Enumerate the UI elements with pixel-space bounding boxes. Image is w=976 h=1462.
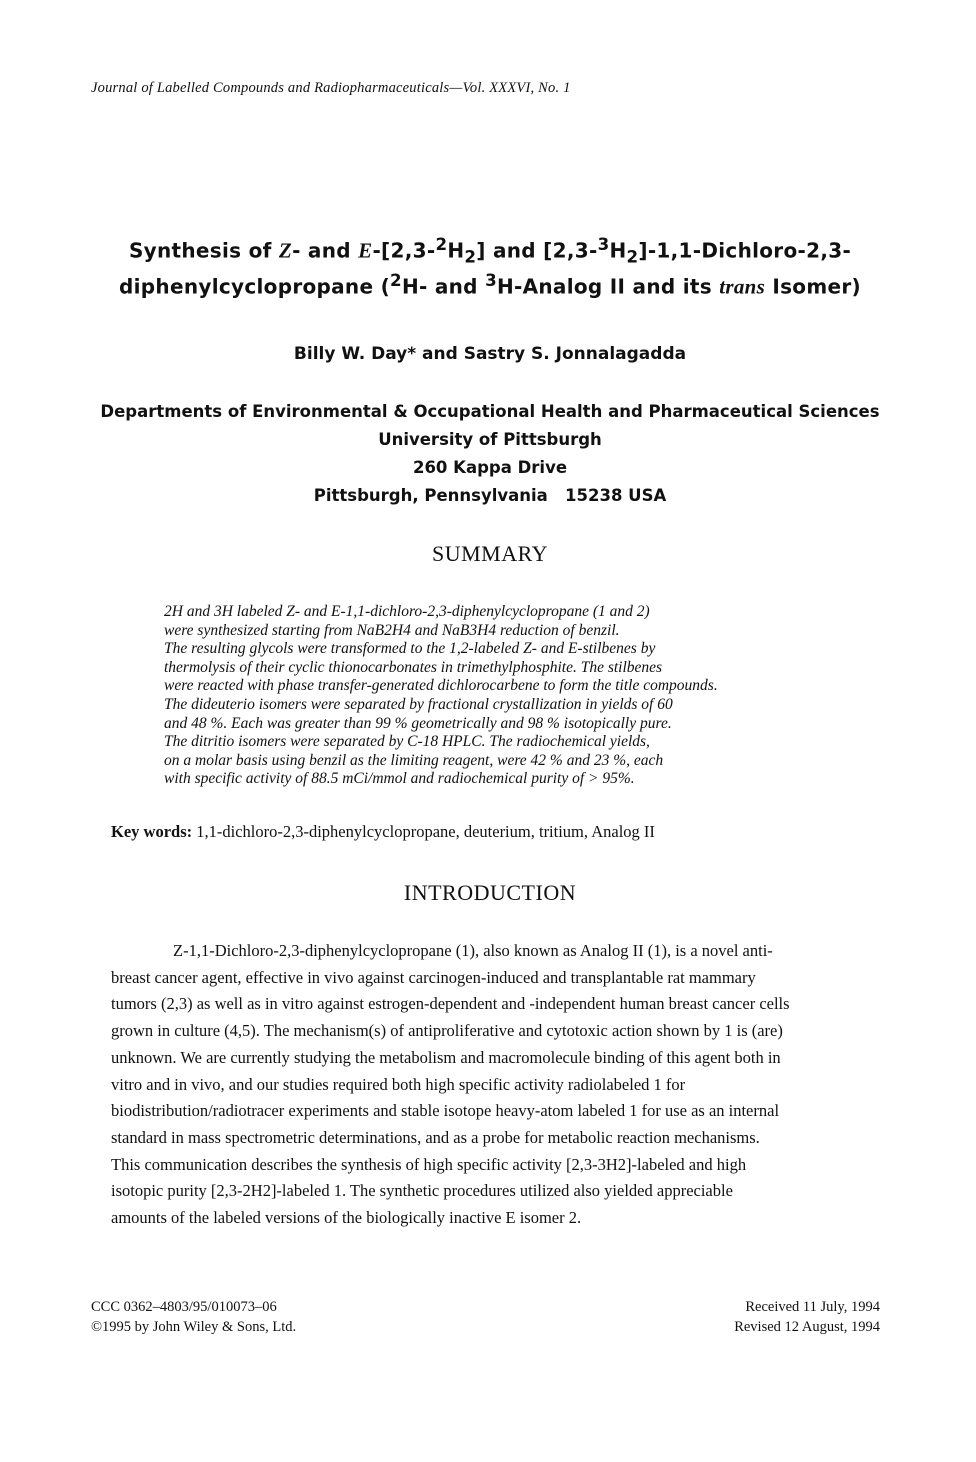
summary-line: were reacted with phase transfer-generated dichlorocarbene to form the title compounds. <box>164 677 718 695</box>
intro-line: This communication describes the synthesis of high specific activity [2,3-3H2]-labeled and high <box>111 1154 747 1174</box>
summary-line: on a molar basis using benzil as the limiting reagent, were 42 % and 23 %, each <box>164 751 664 769</box>
affiliation <box>80 398 900 510</box>
keywords-label: Key words: <box>111 822 193 841</box>
revised-date: Revised 12 August, 1994 <box>734 1319 880 1335</box>
affiliation-line: Departments of Environmental & Occupational Health and Pharmaceutical Sciences <box>100 402 880 421</box>
affiliation-line: Pittsburgh, Pennsylvania 15238 USA <box>313 486 667 505</box>
summary-line: thermolysis of their cyclic thionocarbonates in trimethylphosphite. The stilbenes <box>164 658 663 676</box>
footer-left <box>91 1297 296 1337</box>
article-title-line-1: Synthesis of Z- and $E-[2,3-^2H_2]$ and $[2,3-^3H_2]-1,1-Dichloro-2,3-$ <box>128 235 852 267</box>
summary-line: with specific activity of 88.5 mCi/mmol and radiochemical purity of > 95%. <box>164 770 635 788</box>
copyright: ©1995 by John Wiley & Sons, Ltd. <box>91 1319 297 1335</box>
affiliation-line: University of Pittsburgh <box>378 430 602 449</box>
summary-line: The resulting glycols were transformed to the 1,2-labeled Z- and E-stilbenes by <box>164 640 656 658</box>
intro-line: unknown. We are currently studying the metabolism and macromolecule binding of this agent both in <box>111 1047 781 1067</box>
intro-line: grown in culture (4,5). The mechanism(s) of antiproliferative and cytotoxic action shown by 1 is (are) <box>111 1021 783 1041</box>
keywords <box>111 822 655 842</box>
intro-line: vitro and in vivo, and our studies required both high specific activity radiolabeled 1 for <box>111 1074 686 1094</box>
journal-header: Journal of Labelled Compounds and Radiopharmaceuticals—Vol. XXXVI, No. 1 <box>91 80 571 96</box>
affiliation-line: 260 Kappa Drive <box>412 458 568 477</box>
intro-line: isotopic purity [2,3-2H2]-labeled 1. The synthetic procedures utilized also yielded appreciable <box>111 1181 733 1201</box>
summary-line: and 48 %. Each was greater than 99 % geometrically and 98 % isotopically pure. <box>164 714 672 732</box>
intro-line: amounts of the labeled versions of the biologically inactive E isomer 2. <box>111 1208 582 1228</box>
introduction-heading: INTRODUCTION <box>403 880 577 905</box>
intro-line: standard in mass spectrometric determinations, and as a probe for metabolic reaction mechanisms. <box>111 1127 760 1147</box>
authors: Billy W. Day* and Sastry S. Jonnalagadda <box>293 344 687 364</box>
ccc-code: CCC 0362–4803/95/010073–06 <box>91 1299 277 1315</box>
intro-line: breast cancer agent, effective in vivo against carcinogen-induced and transplantable rat mammary <box>111 967 756 987</box>
intro-line: Z-1,1-Dichloro-2,3-diphenylcyclopropane (1), also known as Analog II (1), is a novel anti- <box>173 941 773 960</box>
article-title-line-2: diphenylcyclopropane ($^2$H- and $^3$H-Analog II and its trans Isomer) <box>119 271 861 299</box>
summary-line: The ditritio isomers were separated by C-18 HPLC. The radiochemical yields, <box>164 733 650 751</box>
footer-right <box>734 1297 880 1337</box>
summary-heading: SUMMARY <box>432 541 548 566</box>
summary-line: were synthesized starting from NaB2H4 and NaB3H4 reduction of benzil. <box>164 621 620 639</box>
summary-text <box>164 603 844 789</box>
introduction-text <box>111 938 871 1232</box>
keywords-text: 1,1-dichloro-2,3-diphenylcyclopropane, deuterium, tritium, Analog II <box>192 822 655 841</box>
summary-line: 2H and 3H labeled Z- and E-1,1-dichloro-2,3-diphenylcyclopropane (1 and 2) <box>164 603 650 620</box>
summary-line: The dideuterio isomers were separated by fractional crystallization in yields of 60 <box>164 695 673 713</box>
intro-line: biodistribution/radiotracer experiments and stable isotope heavy-atom labeled 1 for use as an internal <box>111 1101 780 1121</box>
intro-line: tumors (2,3) as well as in vitro against estrogen-dependent and -independent human breast cancer cells <box>111 994 790 1014</box>
received-date: Received 11 July, 1994 <box>745 1299 880 1315</box>
